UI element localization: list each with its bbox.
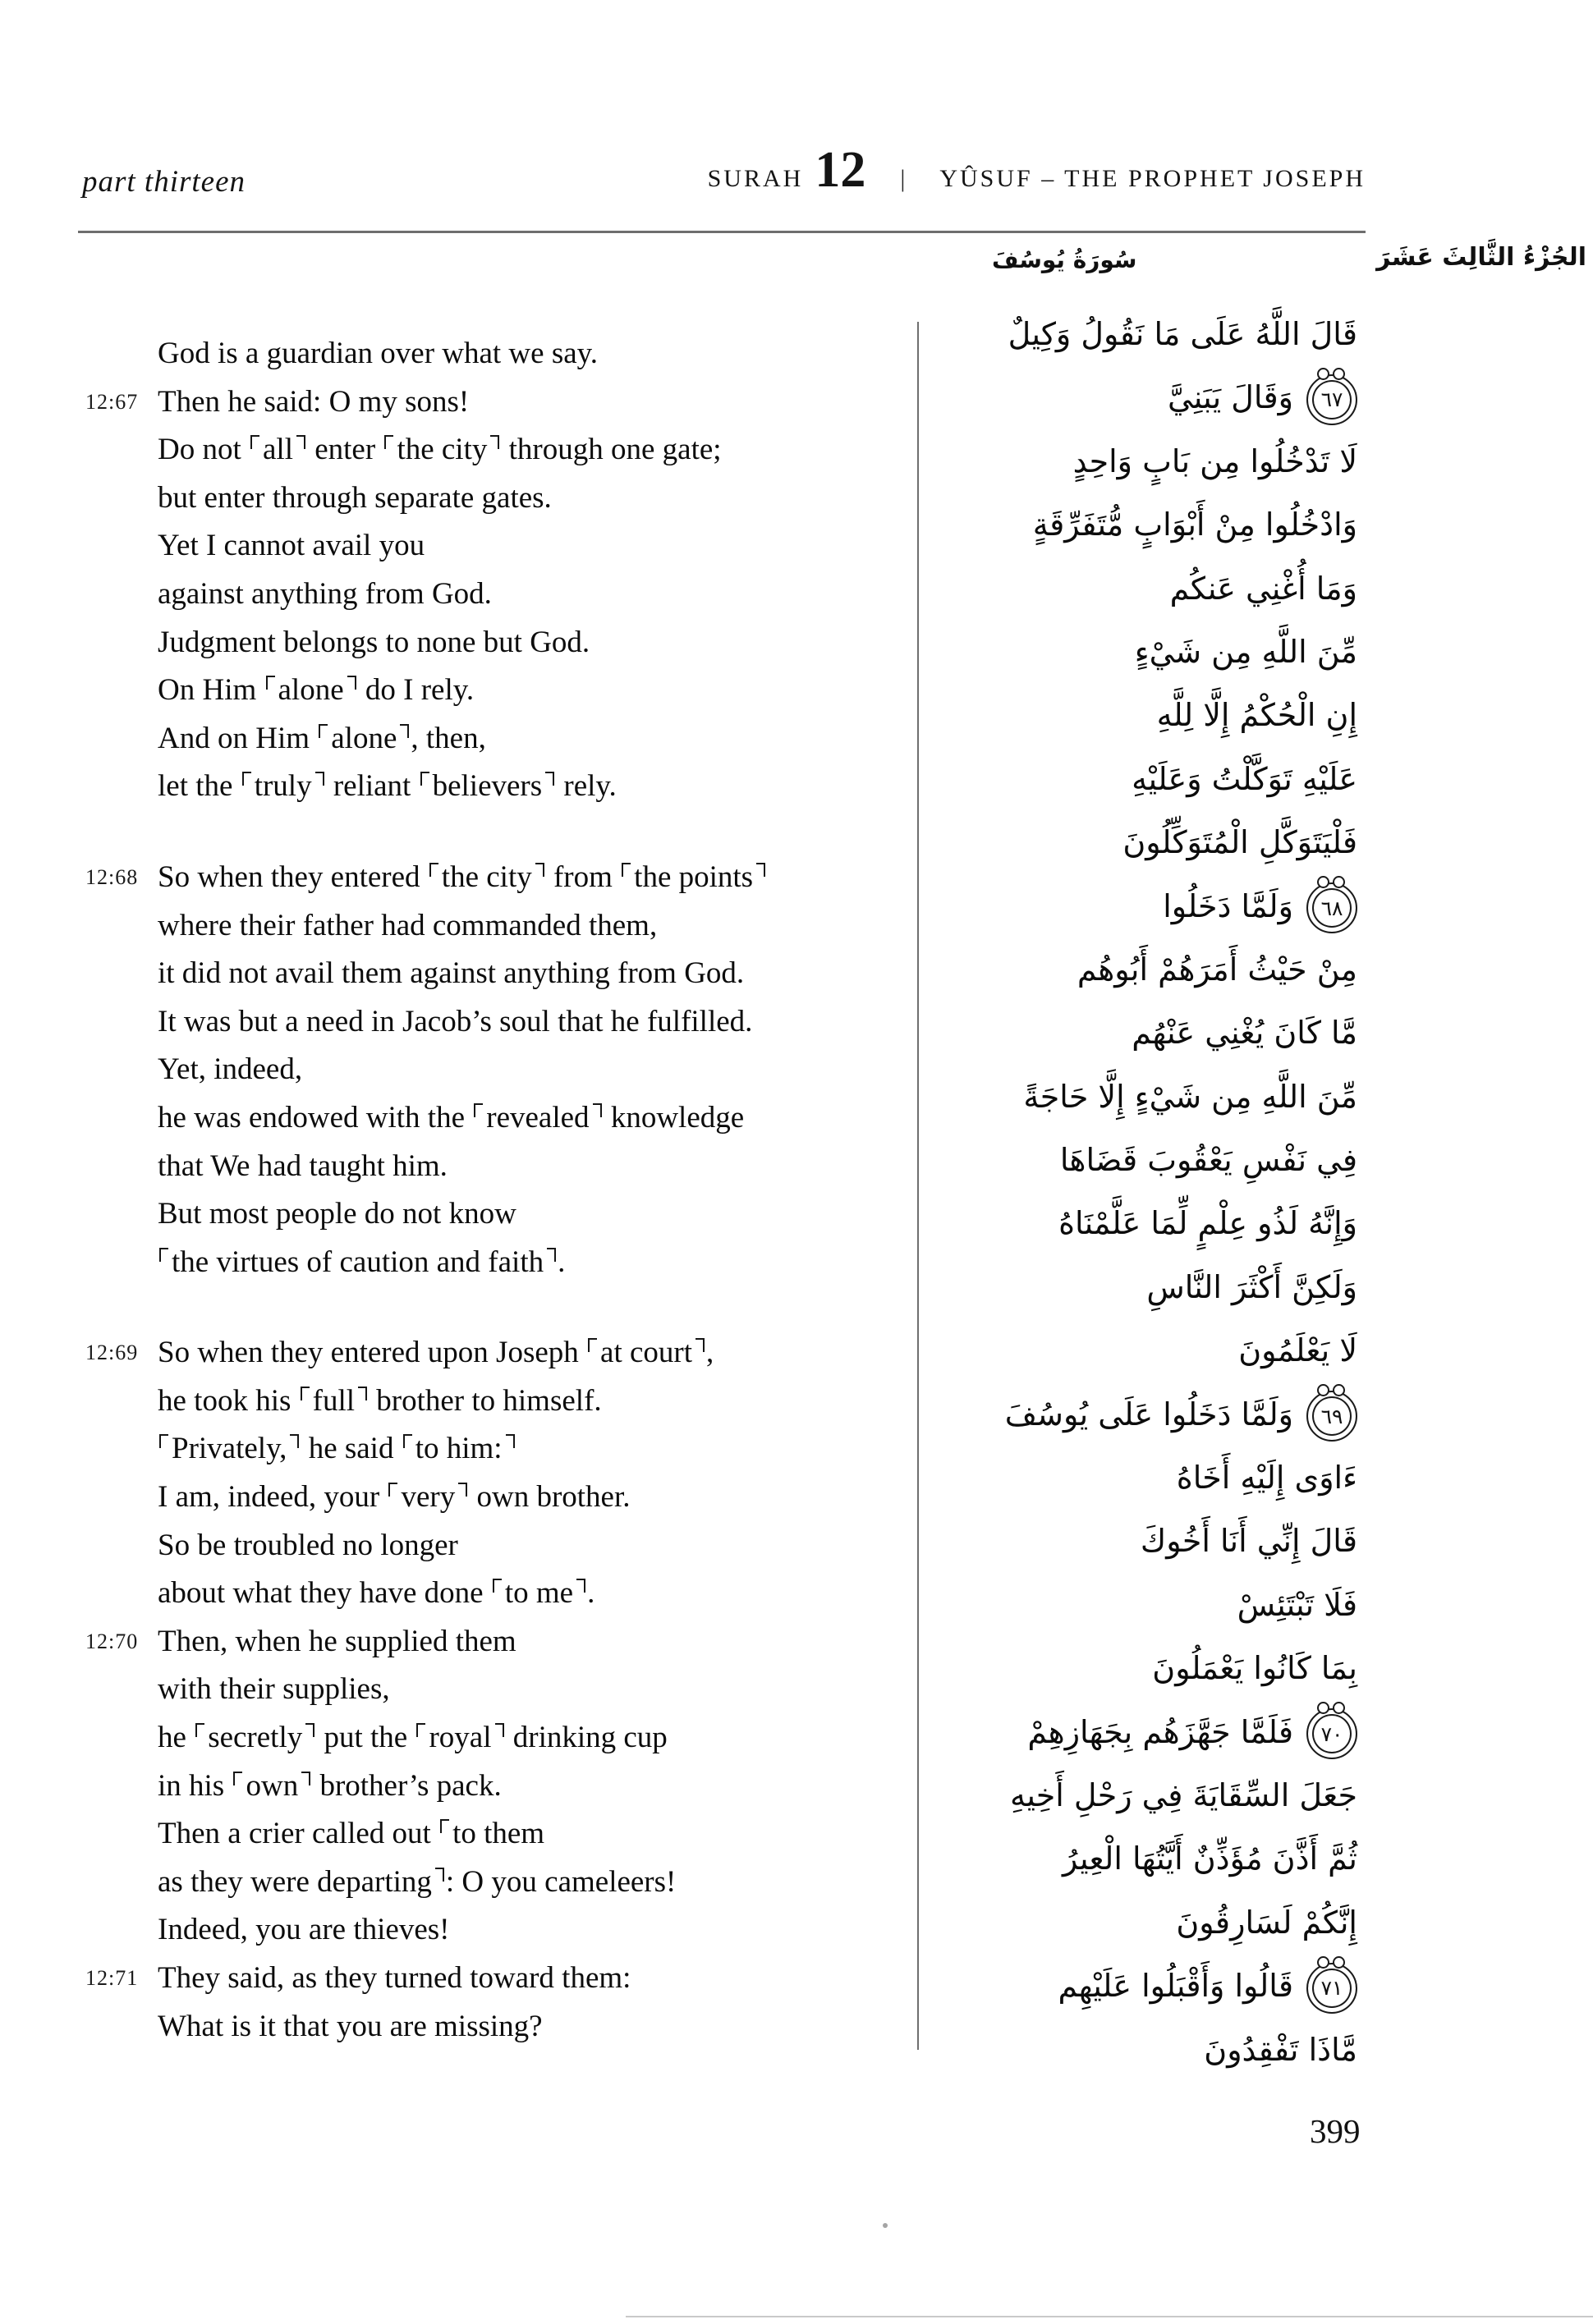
open-half-bracket	[250, 435, 259, 449]
translation-text: Yet, indeed,	[158, 1052, 303, 1087]
translation-text: And on Him alone , then,	[158, 721, 486, 755]
medallion-number: ٦٨	[1320, 896, 1343, 920]
arabic-line	[1005, 811, 1357, 874]
translation-line	[158, 1810, 921, 1859]
translation-line	[158, 1046, 921, 1094]
arabic-line	[1005, 748, 1357, 811]
arabic-line	[1005, 938, 1357, 1002]
medallion-number: ٧٠	[1320, 1721, 1343, 1746]
arabic-text: وَقَالَ يَبَنِيَّ	[1168, 379, 1293, 416]
translation-text: Then a crier called out to them	[158, 1817, 545, 1851]
arabic-text: وَلَمَّا دَخَلُوا عَلَى يُوسُفَ	[1004, 1396, 1293, 1432]
close-half-bracket	[301, 1772, 310, 1785]
arabic-text: فَلْيَتَوَكَّلِ الْمُتَوَكِّلُونَ	[1122, 824, 1357, 861]
arabic-text: فَلَا تَبْتَئِسْ	[1237, 1586, 1357, 1623]
arabic-text: بِمَا كَانُوا يَعْمَلُونَ	[1152, 1650, 1357, 1687]
arabic-text: قَالُوا وَأَقْبَلُوا عَلَيْهِم	[1058, 1968, 1293, 2005]
open-half-bracket	[384, 435, 393, 449]
header-rule	[78, 231, 1366, 233]
translation-text: it did not avail them against anything from God.	[158, 956, 745, 991]
arabic-line	[1005, 1827, 1357, 1891]
close-half-bracket	[490, 435, 499, 449]
open-half-bracket	[474, 1103, 483, 1117]
arabic-line	[1005, 1383, 1357, 1446]
arabic-text: إِنِ الْحُكْمُ إِلَّا لِلَّهِ	[1156, 697, 1357, 734]
translation-text: But most people do not know	[158, 1197, 516, 1231]
verse-medallion	[1306, 1391, 1357, 1442]
surah-title: YÛSUF – THE PROPHET JOSEPH	[939, 165, 1366, 192]
translation-text: Privately, he said to him:	[158, 1432, 516, 1465]
close-half-bracket	[696, 1338, 705, 1352]
translation-text: Indeed, you are thieves!	[158, 1913, 450, 1947]
medallion-number: ٧١	[1320, 1976, 1343, 2001]
translation-text: with their supplies,	[158, 1672, 390, 1707]
close-half-bracket	[576, 1579, 585, 1593]
arabic-line	[1005, 430, 1357, 493]
open-half-bracket	[233, 1772, 242, 1785]
open-half-bracket	[319, 724, 328, 738]
translation-line	[158, 522, 921, 571]
open-half-bracket	[420, 772, 429, 786]
arabic-column	[1005, 303, 1357, 2082]
open-half-bracket	[388, 1483, 397, 1497]
medallion-number: ٦٩	[1320, 1404, 1343, 1428]
translation-text: let the truly reliant believers rely.	[158, 769, 617, 804]
translation-line	[158, 619, 921, 667]
surah-ornament-calligraphy: سُورَةُ يُوسُفَ	[992, 246, 1137, 273]
close-half-bracket	[458, 1483, 467, 1497]
arabic-line	[1005, 557, 1357, 621]
arabic-text: لَا يَعْلَمُونَ	[1238, 1332, 1357, 1369]
translation-text: as they were departing : O you cameleers!	[158, 1864, 677, 1899]
arabic-line	[1005, 1701, 1357, 1764]
translation-line	[158, 1762, 921, 1811]
verse-group	[85, 854, 921, 1286]
surah-header	[707, 142, 1366, 198]
arabic-text: جَعَلَ السِّقَايَةَ فِي رَحْلِ أَخِيهِ	[1009, 1776, 1357, 1813]
translation-line	[158, 1522, 921, 1570]
translation-text: Yet I cannot avail you	[158, 529, 425, 563]
close-half-bracket	[756, 863, 765, 877]
translation-line	[158, 1190, 921, 1239]
translation-text: On Him alone do I rely.	[158, 673, 475, 708]
open-half-bracket	[242, 772, 251, 786]
arabic-line	[1005, 1002, 1357, 1065]
translation-text: he was endowed with the revealed knowledge	[158, 1100, 745, 1134]
header-separator: |	[900, 165, 906, 192]
arabic-line	[1005, 1574, 1357, 1637]
translation-line	[158, 1666, 921, 1714]
arabic-text: فَلَمَّا جَهَّزَهُم بِجَهَازِهِمْ	[1027, 1713, 1293, 1750]
arabic-line	[1005, 1066, 1357, 1129]
translation-line	[158, 1570, 921, 1618]
arabic-line	[1005, 1764, 1357, 1827]
translation-line	[158, 950, 921, 998]
surah-number: 12	[815, 142, 866, 198]
translation-line	[158, 1906, 921, 1955]
translation-line	[158, 902, 921, 951]
arabic-line	[1005, 2019, 1357, 2082]
verse-medallion	[1306, 1708, 1357, 1759]
verse-medallion	[1306, 1963, 1357, 2014]
translation-text: They said, as they turned toward them:	[158, 1961, 631, 1995]
translation-text: he secretly put the royal drinking cup	[158, 1721, 668, 1755]
close-half-bracket	[495, 1723, 504, 1737]
verse-group	[85, 330, 921, 811]
open-half-bracket	[429, 863, 438, 877]
open-half-bracket	[588, 1338, 597, 1352]
arabic-line	[1005, 1510, 1357, 1573]
open-half-bracket	[301, 1387, 310, 1400]
arabic-line	[1005, 1955, 1357, 2018]
close-half-bracket	[593, 1103, 602, 1117]
close-half-bracket	[358, 1387, 367, 1400]
arabic-text: وَلَكِنَّ أَكْثَرَ النَّاسِ	[1146, 1268, 1357, 1305]
translation-text: the virtues of caution and faith .	[158, 1245, 565, 1279]
translation-text: in his own brother’s pack.	[158, 1768, 502, 1803]
translation-text: It was but a need in Jacob’s soul that he fulfilled.	[158, 1004, 753, 1038]
translation-text: God is a guardian over what we say.	[158, 337, 598, 370]
close-half-bracket	[535, 863, 544, 877]
close-half-bracket	[506, 1434, 515, 1448]
translation-text: about what they have done to me .	[158, 1576, 595, 1611]
translation-line	[85, 1329, 921, 1377]
arabic-line	[1005, 366, 1357, 429]
arabic-text: إِنَّكُمْ لَسَارِقُونَ	[1176, 1904, 1357, 1941]
translation-line	[158, 1474, 921, 1522]
close-half-bracket	[315, 772, 324, 786]
arabic-text: مِّنَ اللَّهِ مِن شَيْءٍ	[1134, 633, 1357, 670]
open-half-bracket	[195, 1723, 204, 1737]
translation-line	[85, 1618, 921, 1666]
page-bottom-edge	[626, 2316, 1593, 2317]
translation-text: What is it that you are missing?	[158, 2009, 543, 2043]
open-half-bracket	[403, 1434, 412, 1448]
surah-word: SURAH	[707, 165, 804, 192]
translation-text: So be troubled no longer	[158, 1528, 458, 1562]
arabic-text: قَالَ إِنِّي أَنَا أَخُوكَ	[1140, 1523, 1357, 1560]
translation-line	[158, 998, 921, 1047]
translation-line	[158, 667, 921, 715]
translation-line	[158, 1094, 921, 1143]
open-half-bracket	[159, 1434, 168, 1448]
arabic-line	[1005, 1129, 1357, 1192]
translation-line	[158, 330, 921, 378]
translation-line	[158, 1859, 921, 1907]
translation-line	[85, 378, 921, 427]
arabic-text: ثُمَّ أَذَّنَ مُؤَذِّنٌ أَيَّتُهَا الْعِيرُ	[1063, 1840, 1357, 1877]
verse-label: 12:69	[85, 1341, 139, 1365]
arabic-line	[1005, 1446, 1357, 1510]
close-half-bracket	[547, 1248, 556, 1262]
arabic-line	[1005, 621, 1357, 684]
part-label: part thirteen	[82, 165, 246, 199]
translation-line	[158, 2003, 921, 2051]
close-half-bracket	[545, 772, 554, 786]
english-column	[85, 330, 921, 2051]
close-half-bracket	[290, 1434, 299, 1448]
verse-medallion	[1306, 882, 1357, 933]
arabic-text: وَلَمَّا دَخَلُوا	[1163, 887, 1293, 924]
arabic-text: مِّنَ اللَّهِ مِن شَيْءٍ إِلَّا حَاجَةً	[1023, 1078, 1357, 1115]
translation-line	[158, 474, 921, 523]
print-artifact-dot	[883, 2223, 888, 2228]
translation-text: but enter through separate gates.	[158, 480, 552, 515]
arabic-line	[1005, 875, 1357, 938]
open-half-bracket	[493, 1579, 502, 1593]
open-half-bracket	[266, 676, 275, 690]
verse-label: 12:68	[85, 864, 139, 889]
arabic-line	[1005, 493, 1357, 557]
translation-text: Then he said: O my sons!	[158, 384, 470, 419]
translation-text: that We had taught him.	[158, 1148, 448, 1183]
translation-text: against anything from God.	[158, 576, 492, 611]
arabic-line	[1005, 303, 1357, 366]
close-half-bracket	[347, 676, 356, 690]
translation-line	[158, 1239, 921, 1287]
arabic-line	[1005, 1319, 1357, 1382]
open-half-bracket	[159, 1248, 168, 1262]
translation-line	[158, 571, 921, 619]
translation-line	[158, 1425, 921, 1474]
close-half-bracket	[400, 724, 409, 738]
open-half-bracket	[440, 1819, 449, 1833]
translation-line	[158, 1143, 921, 1191]
verse-label: 12:67	[85, 389, 139, 414]
translation-line	[158, 1377, 921, 1426]
arabic-text: مَّاذَا تَفْقِدُونَ	[1204, 2031, 1357, 2068]
translation-line	[158, 715, 921, 763]
page-number: 399	[1310, 2112, 1361, 2150]
translation-text: So when they entered the city from the points	[158, 860, 767, 894]
arabic-line	[1005, 684, 1357, 747]
translation-line	[85, 854, 921, 902]
translation-text: Do not all enter the city through one gate;	[158, 433, 722, 467]
arabic-text: وَمَا أُغْنِي عَنكُم	[1169, 570, 1357, 607]
translation-line	[158, 763, 921, 811]
open-half-bracket	[416, 1723, 425, 1737]
translation-line	[158, 426, 921, 474]
verse-label: 12:70	[85, 1629, 139, 1653]
arabic-line	[1005, 1192, 1357, 1255]
translation-text: Then, when he supplied them	[158, 1624, 516, 1658]
arabic-text: وَإِنَّهُ لَذُو عِلْمٍ لِّمَا عَلَّمْنَاهُ	[1058, 1205, 1357, 1242]
verse-medallion	[1306, 374, 1357, 425]
translation-text: Judgment belongs to none but God.	[158, 625, 590, 659]
close-half-bracket	[296, 435, 305, 449]
translation-text: So when they entered upon Joseph at court ,	[158, 1336, 714, 1370]
translation-text: I am, indeed, your very own brother.	[158, 1480, 631, 1515]
translation-text: he took his full brother to himself.	[158, 1383, 602, 1418]
arabic-text: قَالَ اللَّهُ عَلَى مَا نَقُولُ وَكِيلٌ	[1008, 316, 1357, 352]
verse-label: 12:71	[85, 1966, 139, 1990]
arabic-text: ءَاوَى إِلَيْهِ أَخَاهُ	[1176, 1460, 1357, 1497]
arabic-line	[1005, 1891, 1357, 1955]
arabic-text: فِي نَفْسِ يَعْقُوبَ قَضَاهَا	[1059, 1142, 1357, 1179]
open-half-bracket	[622, 863, 631, 877]
arabic-line	[1005, 1637, 1357, 1700]
arabic-line	[1005, 1256, 1357, 1319]
close-half-bracket	[435, 1868, 444, 1882]
close-half-bracket	[305, 1723, 314, 1737]
verse-group	[85, 1329, 921, 2051]
arabic-text: مَّا كَانَ يُغْنِي عَنْهُم	[1132, 1015, 1357, 1052]
arabic-text: لَا تَدْخُلُوا مِن بَابٍ وَاحِدٍ	[1072, 442, 1357, 479]
translation-line	[158, 1714, 921, 1762]
juz-ornament-calligraphy: الجُزْءُ الثَّالِثَ عَشَرَ	[1376, 243, 1586, 272]
translation-text: where their father had commanded them,	[158, 908, 658, 942]
translation-line	[85, 1955, 921, 2003]
arabic-text: عَلَيْهِ تَوَكَّلْتُ وَعَلَيْهِ	[1132, 760, 1357, 797]
arabic-text: وَادْخُلُوا مِنْ أَبْوَابٍ مُّتَفَرِّقَةٍ	[1032, 507, 1357, 543]
medallion-number: ٦٧	[1320, 387, 1343, 412]
arabic-text: مِنْ حَيْثُ أَمَرَهُمْ أَبُوهُم	[1077, 951, 1357, 988]
